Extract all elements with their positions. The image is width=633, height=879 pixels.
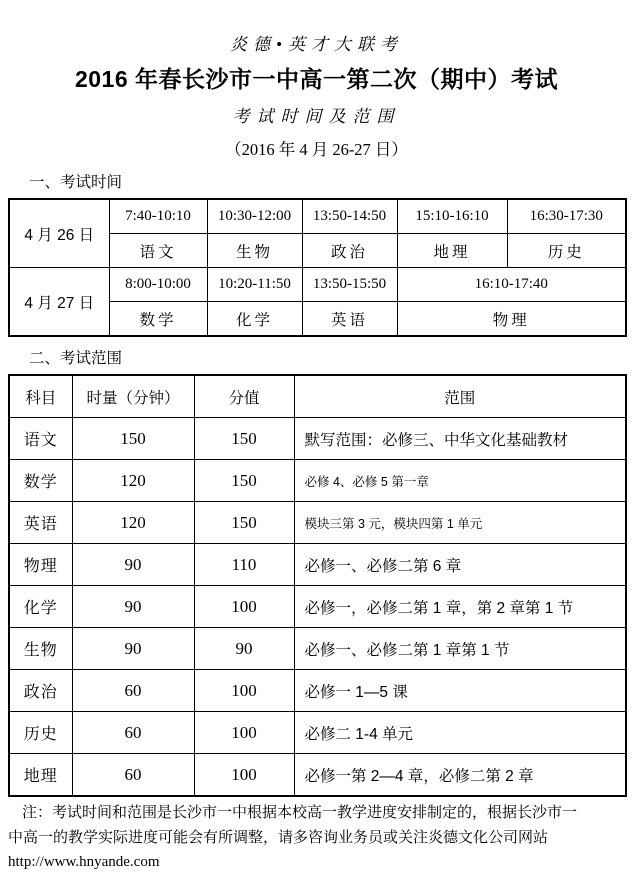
table-row xyxy=(9,628,626,670)
exam-time-cell: 13:50-14:50 xyxy=(302,199,397,234)
note-line: 中高一的教学实际进度可能会有所调整，请多咨询业务员或关注炎德文化公司网站 xyxy=(8,829,549,846)
table-row xyxy=(9,754,626,797)
minutes-cell: 120 xyxy=(72,460,194,502)
subject-cell: 物理 xyxy=(9,544,72,586)
exam-time-table xyxy=(8,198,627,337)
scope-cell: 模块三第 3 元，模块四第 1 单元 xyxy=(294,502,626,544)
minutes-cell: 60 xyxy=(72,712,194,754)
table-header-row xyxy=(9,375,626,418)
table-row xyxy=(9,670,626,712)
exam-time-cell: 16:30-17:30 xyxy=(507,199,626,234)
table-row xyxy=(9,712,626,754)
minutes-cell: 60 xyxy=(72,670,194,712)
brand-title: 炎德•英才大联考 xyxy=(230,35,403,54)
scope-cell: 必修一 1—5 课 xyxy=(294,670,626,712)
scope-cell: 必修一第 2—4 章，必修二第 2 章 xyxy=(294,754,626,797)
minutes-cell: 120 xyxy=(72,502,194,544)
exam-subject-cell: 生物 xyxy=(207,234,302,268)
minutes-cell: 150 xyxy=(72,418,194,460)
date-line: （2016 年 4 月 26-27 日） xyxy=(225,140,408,159)
subject-cell: 化学 xyxy=(9,586,72,628)
table-row xyxy=(9,460,626,502)
score-cell: 90 xyxy=(194,628,294,670)
exam-subject-cell: 数学 xyxy=(109,302,207,337)
section2-heading: 二、考试范围 xyxy=(29,350,123,367)
table-row xyxy=(9,199,626,234)
exam-subject-cell: 物理 xyxy=(397,302,626,337)
minutes-cell: 60 xyxy=(72,754,194,797)
column-header-minutes: 时量（分钟） xyxy=(72,375,194,418)
exam-time-cell: 15:10-16:10 xyxy=(397,199,507,234)
footer-note xyxy=(8,800,625,875)
scope-cell: 默写范围：必修三、中华文化基础教材 xyxy=(294,418,626,460)
subject-cell: 英语 xyxy=(9,502,72,544)
scope-cell: 必修 4、必修 5 第一章 xyxy=(294,460,626,502)
score-cell: 150 xyxy=(194,502,294,544)
exam-subject-cell: 地理 xyxy=(397,234,507,268)
exam-subject-cell: 政治 xyxy=(302,234,397,268)
column-header-scope: 范围 xyxy=(294,375,626,418)
table-row xyxy=(9,418,626,460)
scope-cell: 必修一、必修二第 1 章第 1 节 xyxy=(294,628,626,670)
score-cell: 110 xyxy=(194,544,294,586)
exam-time-cell: 8:00-10:00 xyxy=(109,268,207,302)
exam-time-cell: 13:50-15:50 xyxy=(302,268,397,302)
subject-cell: 地理 xyxy=(9,754,72,797)
exam-date-cell: 4 月 26 日 xyxy=(9,199,109,268)
subject-cell: 语文 xyxy=(9,418,72,460)
subject-cell: 政治 xyxy=(9,670,72,712)
exam-subject-cell: 化学 xyxy=(207,302,302,337)
scope-cell: 必修二 1-4 单元 xyxy=(294,712,626,754)
page-title: 2016 年春长沙市一中高一第二次（期中）考试 xyxy=(74,66,559,92)
score-cell: 100 xyxy=(194,754,294,797)
score-cell: 100 xyxy=(194,670,294,712)
table-row xyxy=(9,502,626,544)
scope-cell: 必修一、必修二第 6 章 xyxy=(294,544,626,586)
note-line: 注：考试时间和范围是长沙市一中根据本校高一教学进度安排制定的，根据长沙市一 xyxy=(22,804,578,821)
score-cell: 100 xyxy=(194,712,294,754)
section1-heading: 一、考试时间 xyxy=(29,174,123,191)
table-row xyxy=(9,268,626,302)
exam-date-cell: 4 月 27 日 xyxy=(9,268,109,337)
subject-cell: 历史 xyxy=(9,712,72,754)
scope-cell: 必修一，必修二第 1 章，第 2 章第 1 节 xyxy=(294,586,626,628)
minutes-cell: 90 xyxy=(72,544,194,586)
exam-time-cell: 7:40-10:10 xyxy=(109,199,207,234)
score-cell: 100 xyxy=(194,586,294,628)
exam-time-cell: 16:10-17:40 xyxy=(397,268,626,302)
column-header-score: 分值 xyxy=(194,375,294,418)
score-cell: 150 xyxy=(194,460,294,502)
minutes-cell: 90 xyxy=(72,628,194,670)
exam-time-cell: 10:20-11:50 xyxy=(207,268,302,302)
table-row xyxy=(9,586,626,628)
exam-scope-table xyxy=(8,374,627,797)
website-url: http://www.hnyande.com xyxy=(8,854,160,870)
subject-cell: 数学 xyxy=(9,460,72,502)
subtitle: 考试时间及范围 xyxy=(232,107,401,126)
subject-cell: 生物 xyxy=(9,628,72,670)
exam-subject-cell: 语文 xyxy=(109,234,207,268)
score-cell: 150 xyxy=(194,418,294,460)
table-row xyxy=(9,544,626,586)
exam-subject-cell: 历史 xyxy=(507,234,626,268)
column-header-subject: 科目 xyxy=(9,375,72,418)
exam-subject-cell: 英语 xyxy=(302,302,397,337)
exam-time-cell: 10:30-12:00 xyxy=(207,199,302,234)
minutes-cell: 90 xyxy=(72,586,194,628)
